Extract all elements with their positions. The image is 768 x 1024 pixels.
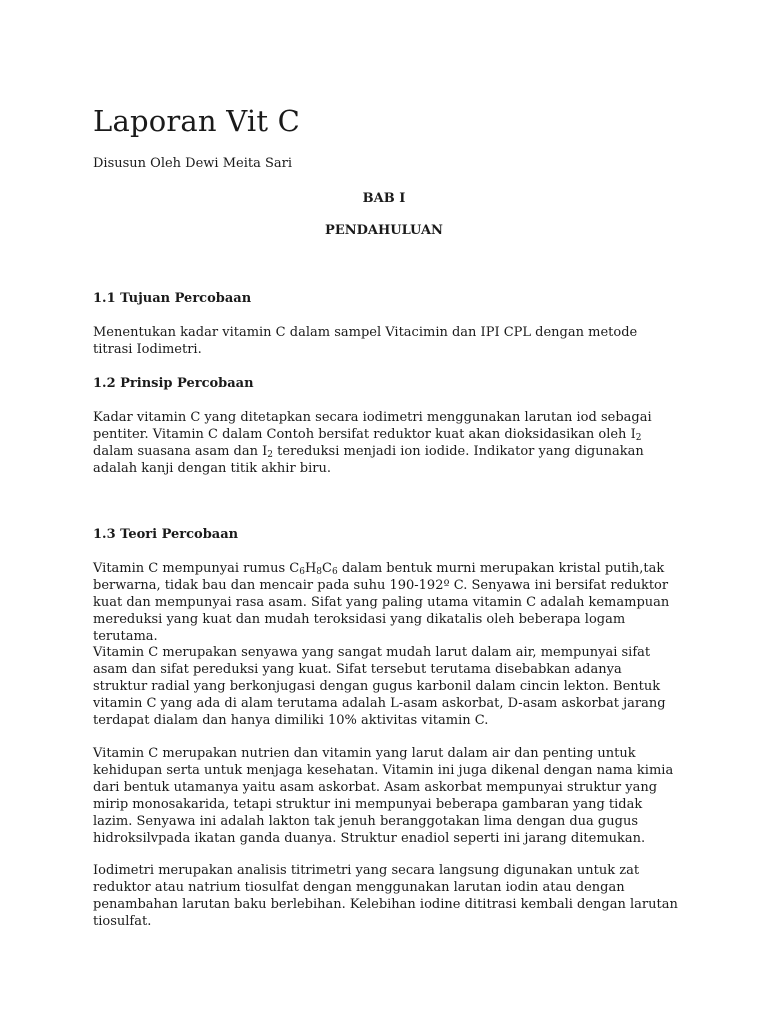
paragraph-text: Kadar vitamin C yang ditetapkan secara iodimetri menggunakan larutan iod sebagai pentiter. Vitamin C dalam Contoh bersifat reduktor kuat akan dioksidasikan oleh I [93,410,652,443]
section-heading-teori: 1.3 Teori Percobaan [93,527,239,542]
paragraph-text: C [322,561,332,576]
paragraph-text: tereduksi menjadi ion iodide. Indikator yang digunakan adalah kanji dengan titik akhir biru. [93,444,644,477]
paragraph-text: dalam suasana asam dan I [93,444,268,460]
subscript: 2 [267,450,273,461]
section-heading-tujuan: 1.1 Tujuan Percobaan [93,291,252,306]
section-heading-prinsip: 1.2 Prinsip Percobaan [93,376,254,391]
paragraph-teori-3: Vitamin C merupakan nutrien dan vitamin yang larut dalam air dan penting untuk kehidupan serta untuk menjaga kesehatan. Vitamin ini juga dikenal dengan nama kimia dari bentuk utamanya yaitu asam askorbat. Asam askorbat mempunyai struktur yang mirip monosakarida, tetapi struktur ini mempunyai beberapa gambaran yang tidak lazim. Senyawa ini adalah lakton tak jenuh beranggotakan lima dengan dua gugus hidroksilvpada ikatan ganda duanya. Struktur enadiol seperti ini jarang ditemukan. [93,746,674,847]
paragraph-teori-4: Iodimetri merupakan analisis titrimetri yang secara langsung digunakan untuk zat reduktor atau natrium tiosulfat dengan menggunakan larutan iodin atau dengan penambahan larutan baku berlebihan. Kelebihan iodine dititrasi kembali dengan larutan tiosulfat. [93,863,678,930]
paragraph-prinsip [93,409,678,477]
chapter-title: PENDAHULUAN [325,223,443,238]
paragraph-tujuan: Menentukan kadar vitamin C dalam sampel Vitacimin dan IPI CPL dengan metode titrasi Iodimetri. [93,325,638,358]
paragraph-text: dalam bentuk murni merupakan kristal putih,tak berwarna, tidak bau dan mencair pada suhu 190-192º C. Senyawa ini bersifat reduktor kuat dan mempunyai rasa asam. Sifat yang paling utama vitamin C adalah kemampuan mereduksi yang kuat dan mudah teroksidasi yang dikatalis oleh beberapa logam terutama. [93,561,670,645]
document-title: Laporan Vit C [93,104,300,138]
paragraph-teori-2: Vitamin C merupakan senyawa yang sangat mudah larut dalam air, mempunyai sifat asam dan sifat pereduksi yang kuat. Sifat tersebut terutama disebabkan adanya struktur radial yang berkonjugasi dengan gugus karbonil dalam cincin lekton. Bentuk vitamin C yang ada di alam terutama adalah L-asam askorbat, D-asam askorbat jarang terdapat dialam dan hanya dimiliki 10% aktivitas vitamin C. [93,645,666,729]
subscript: 8 [316,567,323,577]
subscript: 6 [331,567,338,577]
chapter-number: BAB I [362,191,406,206]
author-line: Disusun Oleh Dewi Meita Sari [93,156,293,171]
paragraph-teori-1 [93,560,678,645]
subscript: 6 [299,567,305,577]
paragraph-text: H [304,561,317,576]
subscript: 2 [635,433,642,444]
paragraph-text: Vitamin C mempunyai rumus C [93,561,300,576]
